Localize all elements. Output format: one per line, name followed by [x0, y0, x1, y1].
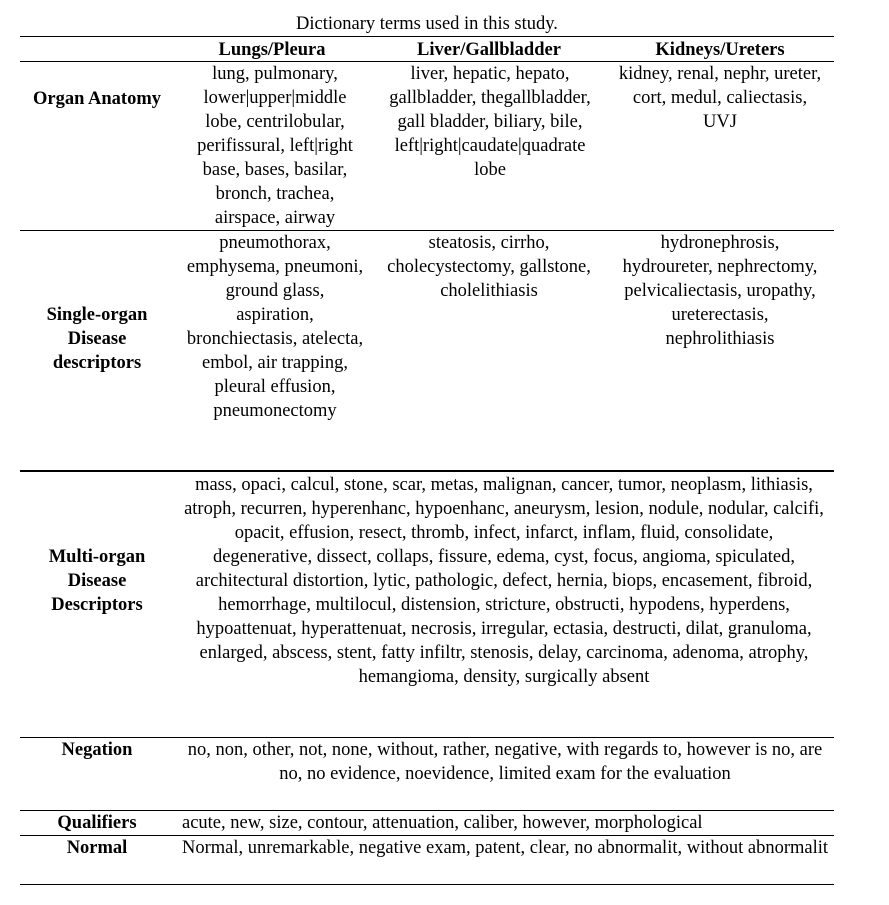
column-header-kidneys: Kidneys/Ureters [655, 40, 785, 60]
bottom-rule [20, 884, 834, 885]
table-caption: Dictionary terms used in this study. [296, 14, 558, 34]
cell-liver: steatosis, cirrho, cholecystectomy, gallstone, cholelithiasis [387, 233, 591, 301]
column-header-lungs: Lungs/Pleura [218, 40, 326, 60]
cell-liver: liver, hepatic, hepato, gallbladder, thegallbladder, gall bladder, biliary, bile, left|right|caudate|quadrate lobe [389, 64, 591, 180]
row-rule [20, 470, 834, 472]
cell-qualifiers-terms: acute, new, size, contour, attenuation, caliber, however, morphological [182, 813, 703, 833]
cell-normal-terms: Normal, unremarkable, negative exam, patent, clear, no abnormalit, without abnormalit [182, 838, 829, 858]
row-label-negation: Negation [61, 740, 133, 760]
row-label-normal: Normal [66, 838, 128, 858]
top-rule [20, 36, 834, 37]
cell-negation-terms: no, non, other, not, none, without, rather, negative, with regards to, however is no, are no, no evidence, noevidence, limited exam for the evaluation [187, 740, 823, 784]
row-label-multi-organ: Multi-organ Disease Descriptors [48, 547, 146, 615]
row-label-qualifiers: Qualifiers [57, 813, 137, 833]
cell-lungs: lung, pulmonary, lower|upper|middle lobe, centrilobular, perifissural, left|right base, bases, basilar, bronch, trachea, airspace, airway [197, 64, 353, 228]
cell-multi-organ-terms: mass, opaci, calcul, stone, scar, metas, malignan, cancer, tumor, neoplasm, lithiasis, atroph, recurren, hyperenhanc, hypoenhanc, aneurysm, lesion, nodule, nodular, calcifi, opacit, effusion, resect, thromb, infect, infarct, inflam, fluid, consolidate, degenerative, dissect, collaps, fissure, edema, cyst, focus, angioma, spiculated, architectural distortion, lytic, pathologic, defect, hernia, biops, encasement, fibroid, hemorrhage, multilocul, distension, stricture, obstructi, hypodens, hyperdens, hypoattenuat, hyperattenuat, necrosis, irregular, ectasia, destructi, dilat, granuloma, enlarged, abscess, stent, fatty infiltr, stenosis, delay, carcinoma, adenoma, atrophy, hemangioma, density, surgically absent [184, 475, 824, 687]
cell-lungs: pneumothorax, emphysema, pneumoni, ground glass, aspiration, bronchiectasis, atelecta, embol, air trapping, pleural effusion, pneumonectomy [186, 233, 364, 421]
row-label-organ-anatomy: Organ Anatomy [33, 89, 161, 109]
row-label-single-organ: Single-organ Disease descriptors [46, 305, 148, 373]
cell-kidneys: kidney, renal, nephr, ureter, cort, medul, caliectasis, UVJ [618, 64, 822, 132]
cell-kidneys: hydronephrosis, hydroureter, nephrectomy, pelvicaliectasis, uropathy, ureterectasis, nephrolithiasis [622, 233, 818, 349]
column-header-liver: Liver/Gallbladder [417, 40, 561, 60]
